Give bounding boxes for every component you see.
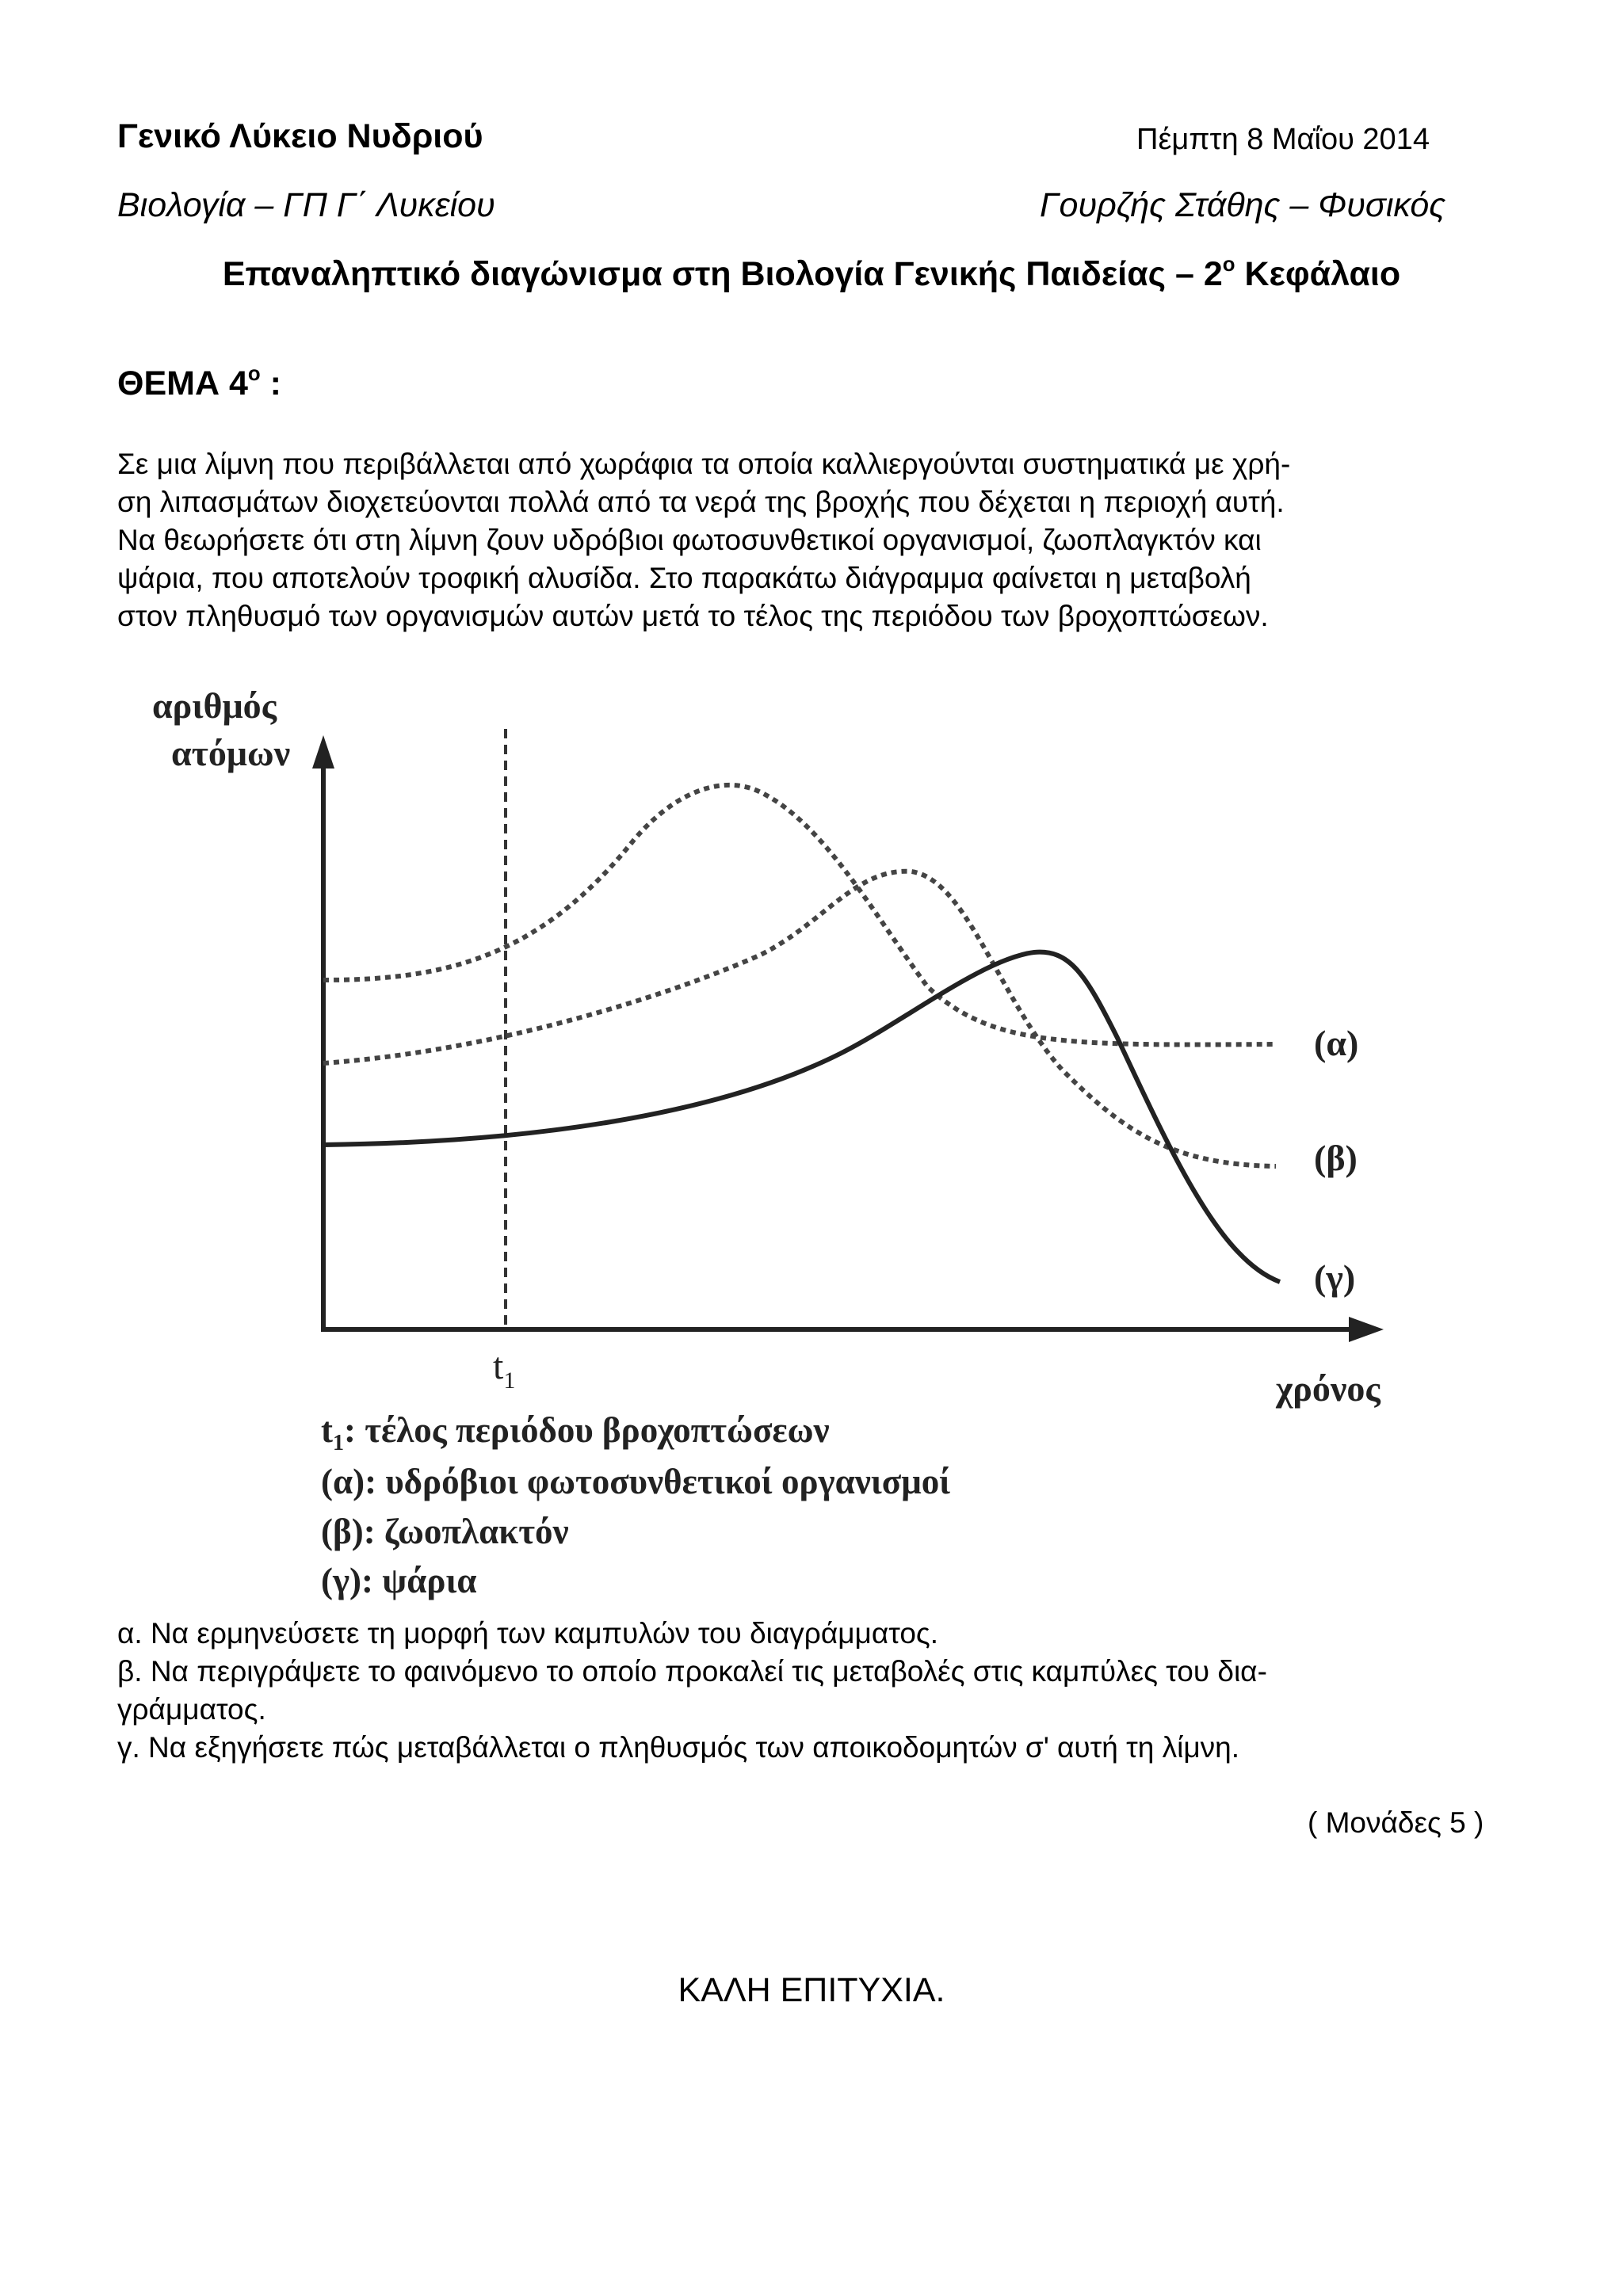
t1-label-sub: 1: [503, 1367, 516, 1394]
legend-key-b: (β): [321, 1512, 364, 1551]
theme-sup: ο: [247, 362, 261, 385]
legend-key-t1-sub: 1: [333, 1431, 344, 1455]
author-name: Γουρζής Στάθης – Φυσικός: [1040, 186, 1446, 224]
intro-line: ψάρια, που αποτελούν τροφική αλυσίδα. Στο παρακάτω διάγραμμα φαίνεται η μεταβολή: [117, 562, 1251, 594]
y-axis-label-line1: αριθμός: [152, 685, 277, 726]
population-diagram: [111, 642, 1442, 1600]
intro-line: Να θεωρήσετε ότι στη λίμνη ζουν υδρόβιοι φωτοσυνθετικοί οργανισμοί, ζωοπλαγκτόν και: [117, 524, 1262, 556]
y-axis-label-line2: ατόμων: [171, 733, 291, 773]
legend-key-a: (α): [321, 1462, 365, 1501]
exam-title-text: Επαναληπτικό διαγώνισμα στη Βιολογία Γενικής Παιδείας – 2: [222, 255, 1223, 293]
t1-label: [493, 1345, 515, 1394]
legend-item-b: [321, 1512, 569, 1551]
curve-b-zooplankton: [323, 871, 1276, 1166]
theme-suffix: :: [260, 364, 281, 402]
curve-label-a: (α): [1314, 1023, 1359, 1063]
curve-label-b: (β): [1314, 1138, 1358, 1178]
question-item: γράμματος.: [117, 1693, 266, 1726]
exam-title-suffix: Κεφάλαιο: [1235, 255, 1401, 293]
question-item: β. Να περιγράψετε το φαινόμενο το οποίο προκαλεί τις μεταβολές στις καμπύλες του δια-: [117, 1655, 1267, 1688]
exam-title: [0, 255, 1623, 294]
legend-text-a: : υδρόβιοι φωτοσυνθετικοί οργανισμοί: [365, 1462, 951, 1501]
x-axis-label: χρόνος: [1276, 1368, 1381, 1409]
x-axis-arrow-icon: [1349, 1317, 1384, 1342]
theme-label: ΘΕΜΑ 4: [117, 364, 248, 402]
intro-line: ση λιπασμάτων διοχετεύονται πολλά από τα νερά της βροχής που δέχεται η περιοχή αυτή.: [117, 486, 1285, 518]
legend-key-t1: t: [321, 1410, 333, 1450]
theme-heading: [117, 364, 281, 403]
figure-legend: [321, 1410, 950, 1600]
legend-item-a: [321, 1462, 950, 1501]
t1-label-text: t: [493, 1345, 504, 1387]
curve-a-photosynthetic: [323, 785, 1276, 1045]
legend-item-c: [321, 1561, 477, 1600]
curve-label-c: (γ): [1314, 1257, 1356, 1298]
exam-date: Πέμπτη 8 Μαΐου 2014: [1136, 123, 1430, 156]
questions-list: [117, 1615, 1267, 1767]
y-axis-arrow-icon: [312, 735, 334, 769]
closing-text: ΚΑΛΗ ΕΠΙΤΥΧΙΑ.: [678, 1971, 945, 2009]
question-item: α. Να ερμηνεύσετε τη μορφή των καμπυλών του διαγράμματος.: [117, 1617, 939, 1650]
intro-line: στον πληθυσμό των οργανισμών αυτών μετά το τέλος της περιόδου των βροχοπτώσεων.: [117, 600, 1269, 632]
legend-item-t1: [321, 1410, 830, 1455]
legend-key-c: (γ): [321, 1561, 362, 1600]
legend-text-t1: : τέλος περιόδου βροχοπτώσεων: [344, 1410, 830, 1450]
question-item: γ. Να εξηγήσετε πώς μεταβάλλεται ο πληθυσμός των αποικοδομητών σ' αυτή τη λίμνη.: [117, 1731, 1240, 1764]
curve-c-fish: [323, 952, 1280, 1282]
school-name: Γενικό Λύκειο Νυδριού: [117, 117, 483, 155]
marks-note: ( Μονάδες 5 ): [1308, 1806, 1484, 1839]
intro-paragraph: [117, 445, 1290, 635]
legend-text-c: : ψάρια: [361, 1561, 477, 1600]
legend-text-b: : ζωοπλακτόν: [363, 1512, 569, 1551]
intro-line: Σε μια λίμνη που περιβάλλεται από χωράφια τα οποία καλλιεργούνται συστηματικά με χρή-: [117, 448, 1291, 480]
exam-title-sup: ο: [1222, 253, 1235, 276]
course-name: Βιολογία – ΓΠ Γ΄ Λυκείου: [117, 186, 495, 224]
